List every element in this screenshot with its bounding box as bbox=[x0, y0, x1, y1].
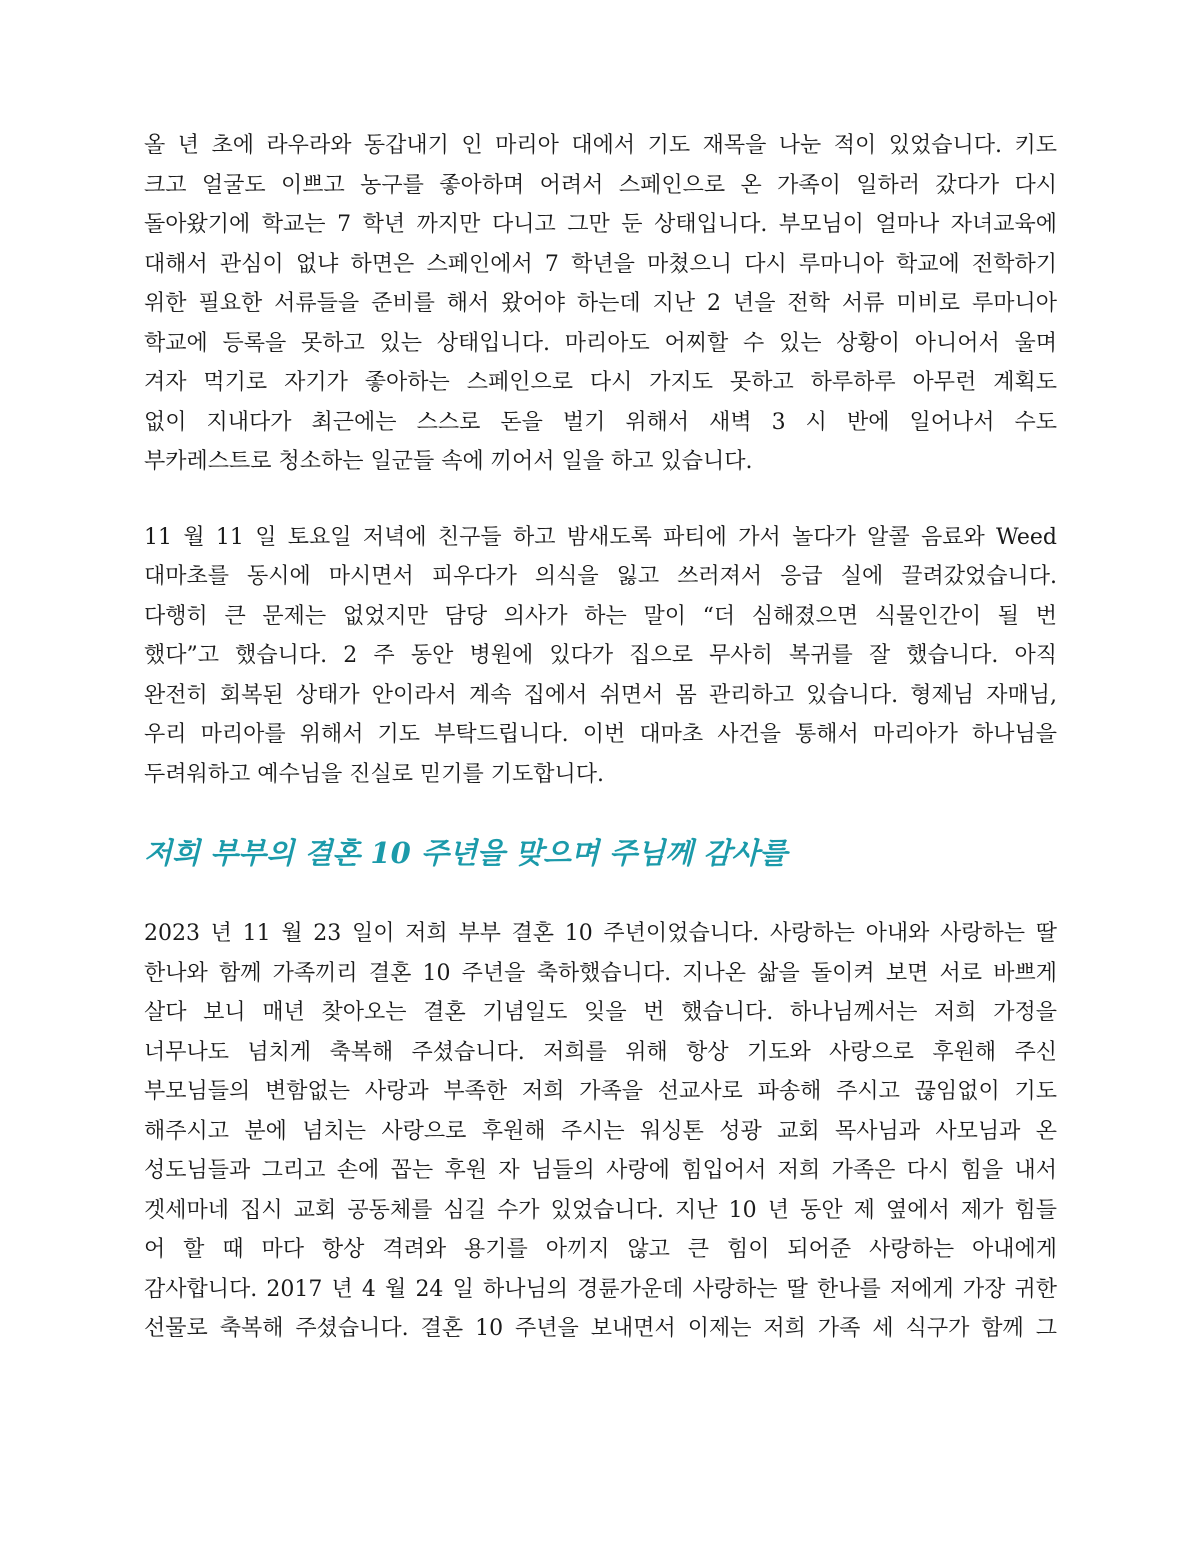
text-line: 2023 년 11 월 23 일이 저희 부부 결혼 10 주년이었습니다. 사랑하는 아내와 사랑하는 딸 bbox=[144, 921, 1057, 946]
text-line: 겟세마네 집시 교회 공동체를 심길 수가 있었습니다. 지난 10 년 동안 제 옆에서 제가 힘들 bbox=[144, 1197, 1057, 1223]
text-line: 두려워하고 예수님을 진실로 믿기를 기도합니다. bbox=[144, 761, 605, 787]
text-line: 부카레스트로 청소하는 일군들 속에 끼어서 일을 하고 있습니다. bbox=[144, 449, 753, 474]
text-line: 없이 지내다가 최근에는 스스로 돈을 벌기 위해서 새벽 3 시 반에 일어나서 수도 bbox=[144, 409, 1057, 435]
text-line: 겨자 먹기로 자기가 좋아하는 스페인으로 다시 가지도 못하고 하루하루 아무런 계획도 bbox=[144, 370, 1057, 395]
text-line: 완전히 회복된 상태가 안이라서 계속 집에서 쉬면서 몸 관리하고 있습니다. 형제님 자매님, bbox=[144, 682, 1057, 708]
text-line: 감사합니다. 2017 년 4 월 24 일 하나님의 경륜가운데 사랑하는 딸 한나를 저에게 가장 귀한 bbox=[144, 1276, 1057, 1302]
paragraph-maria-background bbox=[144, 126, 1057, 482]
text-line: 돌아왔기에 학교는 7 학년 까지만 다니고 그만 둔 상태입니다. 부모님이 얼마나 자녀교육에 bbox=[144, 212, 1057, 237]
text-line: 한나와 함께 가족끼리 결혼 10 주년을 축하했습니다. 지나온 삶을 돌이켜 보면 서로 바쁘게 bbox=[144, 960, 1057, 986]
text-line: 대마초를 동시에 마시면서 피우다가 의식을 잃고 쓰러져서 응급 실에 끌려갔었습니다. bbox=[144, 564, 1057, 589]
text-line: 살다 보니 매년 찾아오는 결혼 기념일도 잊을 번 했습니다. 하나님께서는 저희 가정을 bbox=[144, 1000, 1057, 1025]
text-line: 선물로 축복해 주셨습니다. 결혼 10 주년을 보내면서 이제는 저희 가족 세 식구가 함께 그 bbox=[144, 1316, 1057, 1341]
text-line: 우리 마리아를 위해서 기도 부탁드립니다. 이번 대마초 사건을 통해서 마리아가 하나님을 bbox=[144, 722, 1057, 747]
text-line: 어 할 때 마다 항상 격려와 용기를 아끼지 않고 큰 힘이 되어준 사랑하는 아내에게 bbox=[144, 1237, 1057, 1262]
section-heading: 저희 부부의 결혼 10 주년을 맞으며 주님께 감사를 bbox=[144, 836, 788, 870]
document-page bbox=[144, 118, 1057, 1349]
text-line: 위한 필요한 서류들을 준비를 해서 왔어야 하는데 지난 2 년을 전학 서류 미비로 루마니아 bbox=[144, 291, 1057, 316]
text-line: 11 월 11 일 토요일 저녁에 친구들 하고 밤새도록 파티에 가서 놀다가 알콜 음료와 Weed bbox=[144, 524, 1057, 550]
text-line: 학교에 등록을 못하고 있는 상태입니다. 마리아도 어찌할 수 있는 상황이 아니어서 울며 bbox=[144, 330, 1057, 356]
text-line: 했다”고 했습니다. 2 주 동안 병원에 있다가 집으로 무사히 복귀를 잘 했습니다. 아직 bbox=[144, 643, 1057, 668]
text-line: 올 년 초에 라우라와 동갑내기 인 마리아 대에서 기도 재목을 나눈 적이 있었습니다. 키도 bbox=[144, 133, 1057, 158]
text-line: 대해서 관심이 없냐 하면은 스페인에서 7 학년을 마쳤으니 다시 루마니아 학교에 전학하기 bbox=[144, 251, 1057, 277]
text-line: 부모님들의 변함없는 사랑과 부족한 저희 가족을 선교사로 파송해 주시고 끊임없이 기도 bbox=[144, 1079, 1057, 1104]
text-line: 크고 얼굴도 이쁘고 농구를 좋아하며 어려서 스페인으로 온 가족이 일하러 갔다가 다시 bbox=[144, 172, 1057, 198]
paragraph-anniversary bbox=[144, 914, 1057, 1349]
paragraph-hospital-incident bbox=[144, 518, 1057, 795]
text-line: 너무나도 넘치게 축복해 주셨습니다. 저희를 위해 항상 기도와 사랑으로 후원해 주신 bbox=[144, 1039, 1057, 1065]
text-line: 다행히 큰 문제는 없었지만 담당 의사가 하는 말이 “더 심해졌으면 식물인간이 될 번 bbox=[144, 603, 1057, 629]
text-line: 성도님들과 그리고 손에 꼽는 후원 자 님들의 사랑에 힘입어서 저희 가족은 다시 힘을 내서 bbox=[144, 1158, 1057, 1183]
text-line: 해주시고 분에 넘치는 사랑으로 후원해 주시는 워싱톤 성광 교회 목사님과 사모님과 온 bbox=[144, 1118, 1057, 1144]
